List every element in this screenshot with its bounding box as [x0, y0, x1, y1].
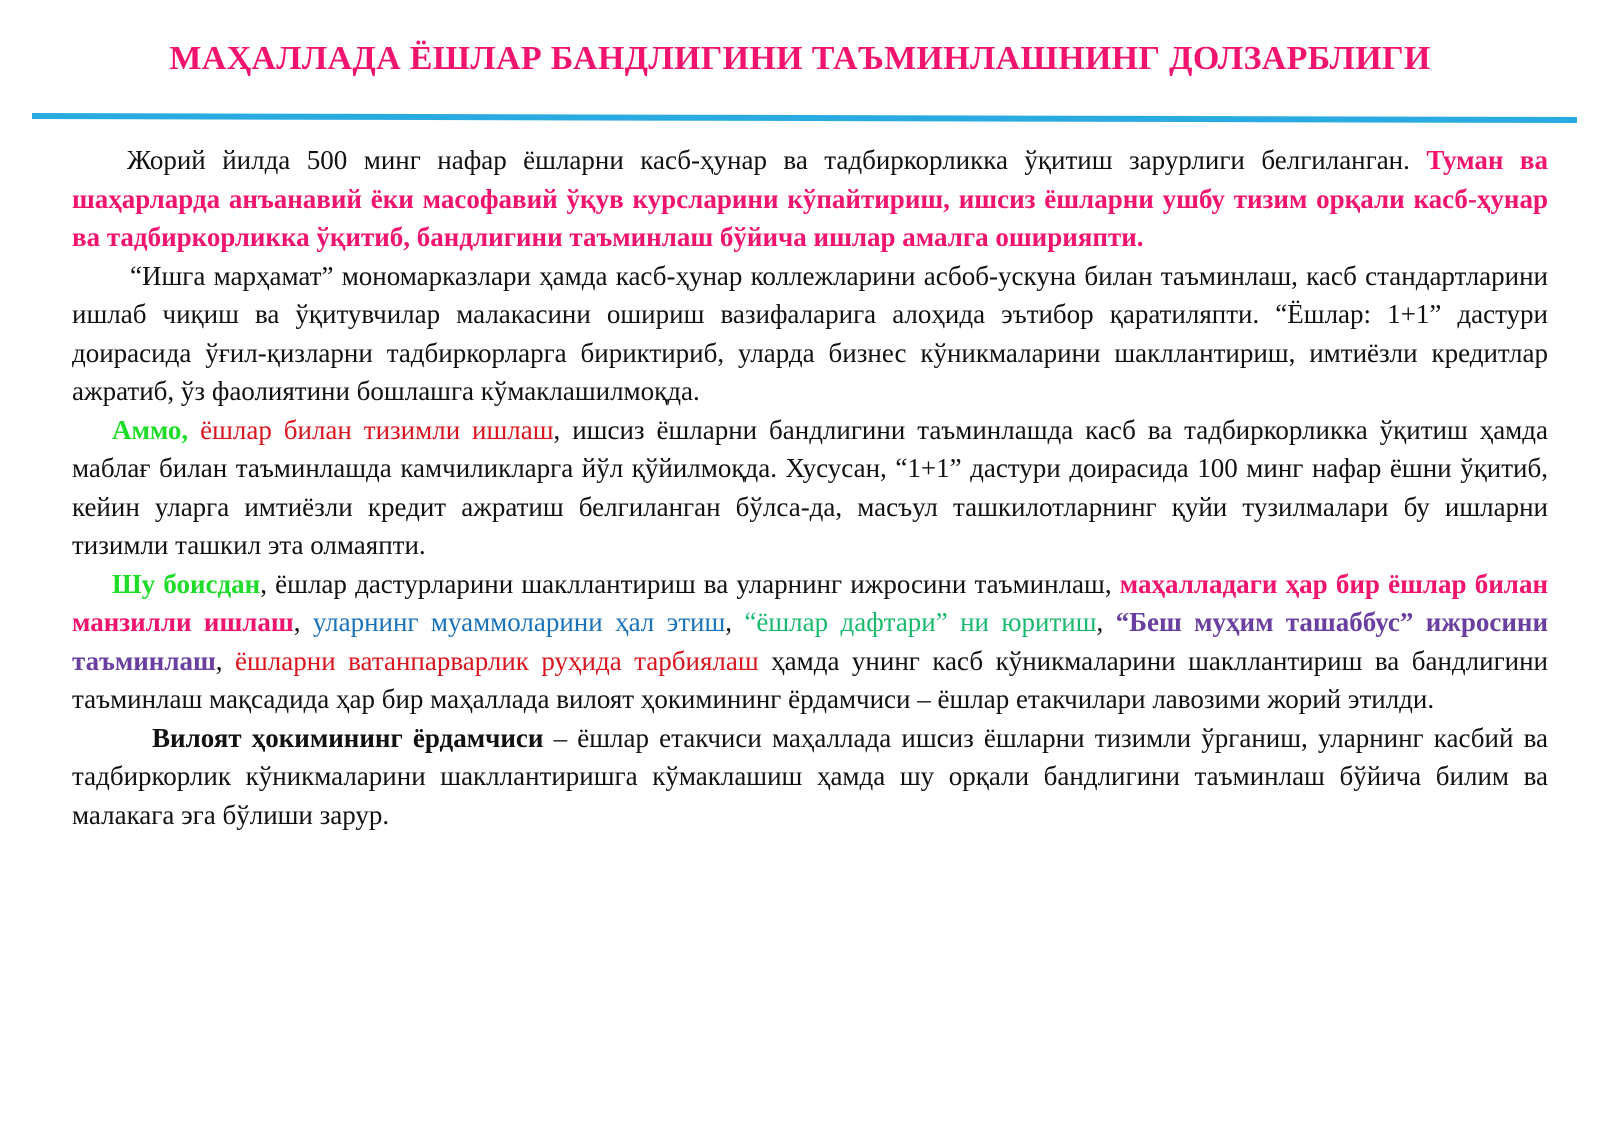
paragraph-4-run-2: , ёшлар дастурларини шакллантириш ва уларнинг ижросини таъминлаш,	[260, 568, 1120, 599]
paragraph-4-run-10: ,	[215, 645, 236, 676]
paragraph-4	[72, 565, 1548, 719]
paragraph-4-run-11: ёшларни ватанпарварлик руҳида тарбиялаш	[235, 645, 759, 676]
paragraph-4-run-4: ,	[293, 607, 313, 637]
paragraph-2	[72, 257, 1548, 411]
paragraph-4-run-1: Шу боисдан	[112, 568, 261, 599]
paragraph-5	[72, 719, 1548, 835]
title-underline	[32, 113, 1577, 123]
paragraph-1-run-1: Жорий йилда 500 минг нафар ёшларни касб-ҳунар ва тадбиркорликка ўқитиш зарурлиги белгиланган.	[127, 145, 1427, 175]
paragraph-3-run-1: Аммо,	[112, 414, 189, 445]
paragraph-4-run-7: “ёшлар дафтари” ни юритиш	[744, 607, 1097, 637]
paragraph-4-run-6: ,	[725, 607, 745, 637]
paragraph-5-run-2: – ёшлар етакчиси маҳаллада ишсиз ёшларни тизимли ўрганиш, уларнинг касбий ва тадбиркорлик кўникмаларини шакллантиришга кўмаклашиш ҳамда шу орқали бандлигини таъминлаш бўйича билим ва малакага эга бўлиши зарур.	[72, 722, 1548, 830]
paragraph-3-run-2: ёшлар билан тизимли ишлаш	[188, 414, 554, 445]
paragraph-4-run-5: уларнинг муаммоларини ҳал этиш	[312, 607, 726, 637]
paragraph-5-run-1: Вилоят ҳокимининг ёрдамчиси	[152, 722, 544, 753]
paragraph-1-run-2: Туман ва шаҳарларда анъанавий ёки масофавий ўқув курсларини кўпайтириш, ишсиз ёшларни ушбу тизим орқали касб-ҳунар ва тадбиркорликка ўқитиб, бандлигини таъминлаш бўйича ишлар амалга оширияпти.	[72, 145, 1549, 252]
paragraph-1	[72, 141, 1548, 257]
slide-title: МАҲАЛЛАДА ЁШЛАР БАНДЛИГИНИ ТАЪМИНЛАШНИНГ ДОЛЗАРБЛИГИ	[169, 40, 1431, 77]
paragraph-4-run-9: “Беш муҳим ташаббус” ижросини таъминлаш	[72, 607, 1549, 676]
paragraph-4-run-12: ҳамда унинг касб кўникмаларини шакллантириш ва бандлигини таъминлаш мақсадида ҳар бир маҳаллада вилоят ҳокимининг ёрдамчиси – ёшлар етакчилари лавозими жорий этилди.	[72, 645, 1548, 714]
paragraph-3	[72, 411, 1548, 565]
paragraph-2-run-1: “Ишга марҳамат” мономарказлари ҳамда касб-ҳунар коллежларини асбоб-ускуна билан таъминлаш, касб стандартларини ишлаб чиқиш ва ўқитувчилар малакасини ошириш вазифаларига алоҳида эътибор қаратиляпти. “Ёшлар: 1+1” дастури доирасида ўғил-қизларни тадбиркорларга бириктириб, уларда бизнес кўникмаларини шакллантириш, имтиёзли кредитлар ажратиб, ўз фаолиятини бошлашга кўмаклашилмоқда.	[72, 260, 1548, 406]
body-text	[72, 141, 1548, 834]
paragraph-4-run-3: маҳалладаги ҳар бир ёшлар билан манзилли ишлаш	[72, 568, 1548, 637]
paragraph-4-run-8: ,	[1096, 607, 1116, 637]
paragraph-3-run-3: , ишсиз ёшларни бандлигини таъминлашда касб ва тадбиркорликка ўқитиш ҳамда маблағ билан таъминлашда камчиликларга йўл қўйилмоқда. Хусусан, “1+1” дастури доирасида 100 минг нафар ёшни ўқитиб, кейин уларга имтиёзли кредит ажратиш белгиланган бўлса-да, масъул ташкилотларнинг қуйи тузилмалари бу ишларни тизимли ташкил эта олмаяпти.	[72, 414, 1548, 560]
